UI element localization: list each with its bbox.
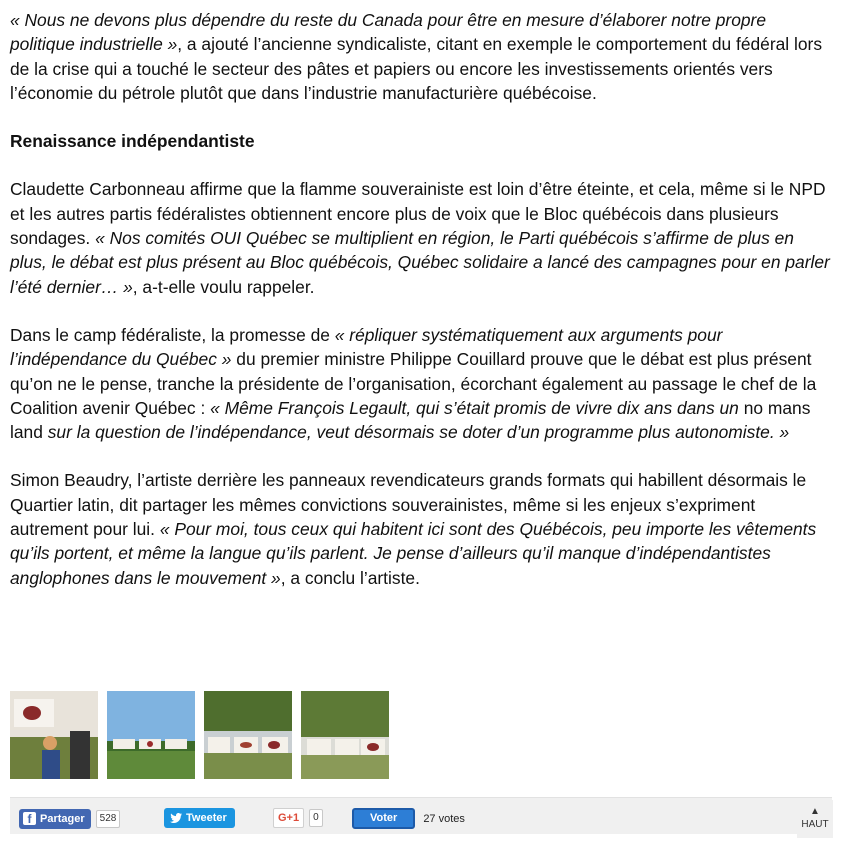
facebook-share-button[interactable]: f Partager [19,809,91,829]
quote: « Pour moi, tous ceux qui habitent ici sont des Québécois, peu importe les vêtements qu’ils portent, et même la langue qu’ils parlent. Je pense d’ailleurs qu’il manque d’indépendantistes anglophones dans le mouvement » [10,519,817,588]
back-to-top-button[interactable]: ▲ HAUT [797,800,833,838]
quote: « répliquer systématiquement aux arguments pour l’indépendance du Québec » [10,324,723,370]
google-plus-button[interactable]: G+1 [273,808,304,828]
vote-widget [352,808,465,829]
facebook-icon: f [23,812,36,825]
up-arrow-icon: ▲ [810,806,820,817]
paragraph: « Nous ne devons plus dépendre du reste du Canada pour être en mesure d’élaborer notre propre politique industrielle », a ajouté l’ancienne syndicaliste, citant en exemple le comportement du fédéral lors de la crise qui a touché le secteur des pâtes et papiers ou encore les investissements orientés vers l’économie du pétrole plutôt que dans l’industrie manufacturière québécoise. [10,10,823,103]
paragraph: Claudette Carbonneau affirme que la flamme souverainiste est loin d’être éteinte, et cela, même si le NPD et les autres partis fédéralistes obtiennent encore plus de voix que le Bloc québécois dans plusieurs sondages. « Nos comités OUI Québec se multiplient en région, le Parti québécois s’affirme de plus en plus, le débat est plus présent au Bloc québécois, Québec solidaire a lancé des campagnes pour en parler l’été dernier… », a-t-elle voulu rappeler. [10,179,830,297]
gallery-thumbnail[interactable] [10,691,98,779]
facebook-share-count: 528 [96,810,121,828]
quote: « Même François Legault, qui s’était promis de vivre dix ans dans un [210,397,739,418]
twitter-bird-icon [170,813,182,823]
gallery-thumbnail[interactable] [107,691,195,779]
paragraph: Simon Beaudry, l’artiste derrière les panneaux revendicateurs grands formats qui habillent désormais le Quartier latin, dit partager les mêmes convictions souverainistes, même si les enjeux s’expriment autrement pour lui. « Pour moi, tous ceux qui habitent ici sont des Québécois, peu importe les vêtements qu’ils portent, et même la langue qu’ils parlent. Je pense d’ailleurs qu’il manque d’indépendantistes anglophones dans le mouvement », a conclu l’artiste. [10,470,817,588]
paragraph: Dans le camp fédéraliste, la promesse de « répliquer systématiquement aux arguments pour l’indépendance du Québec » du premier ministre Philippe Couillard prouve que le débat est plus présent qu’on ne le pense, tranche la présidente de l’organisation, écorchant également au passage le chef de la Coalition avenir Québec : « Même François Legault, qui s’était promis de vivre dix ans dans un no mans land sur la question de l’indépendance, veut désormais se doter d’un programme plus autonomiste. » [10,324,817,443]
quote: « Nos comités OUI Québec se multiplient en région, le Parti québécois s’affirme de plus en plus, le débat est plus présent au Bloc québécois, Québec solidaire a lancé des campagnes pour en parler l’été dernier… » [10,228,830,297]
quote: « Nous ne devons plus dépendre du reste du Canada pour être en mesure d’élaborer notre propre politique industrielle » [10,10,767,55]
facebook-share [19,808,120,829]
section-heading: Renaissance indépendantiste [10,131,255,152]
vote-button[interactable]: Voter [352,808,415,829]
google-plus-count: 0 [309,809,323,827]
vote-count: 27 votes [423,812,465,825]
gallery-thumbnail[interactable] [301,691,389,779]
gallery-thumbnail[interactable] [204,691,292,779]
article-body [10,8,830,614]
share-bar [10,797,832,834]
quote: sur la question de l’indépendance, veut désormais se doter d’un programme plus autonomiste. » [47,422,790,443]
tweet-button[interactable]: Tweeter [164,808,235,828]
google-plus-share [273,808,323,828]
